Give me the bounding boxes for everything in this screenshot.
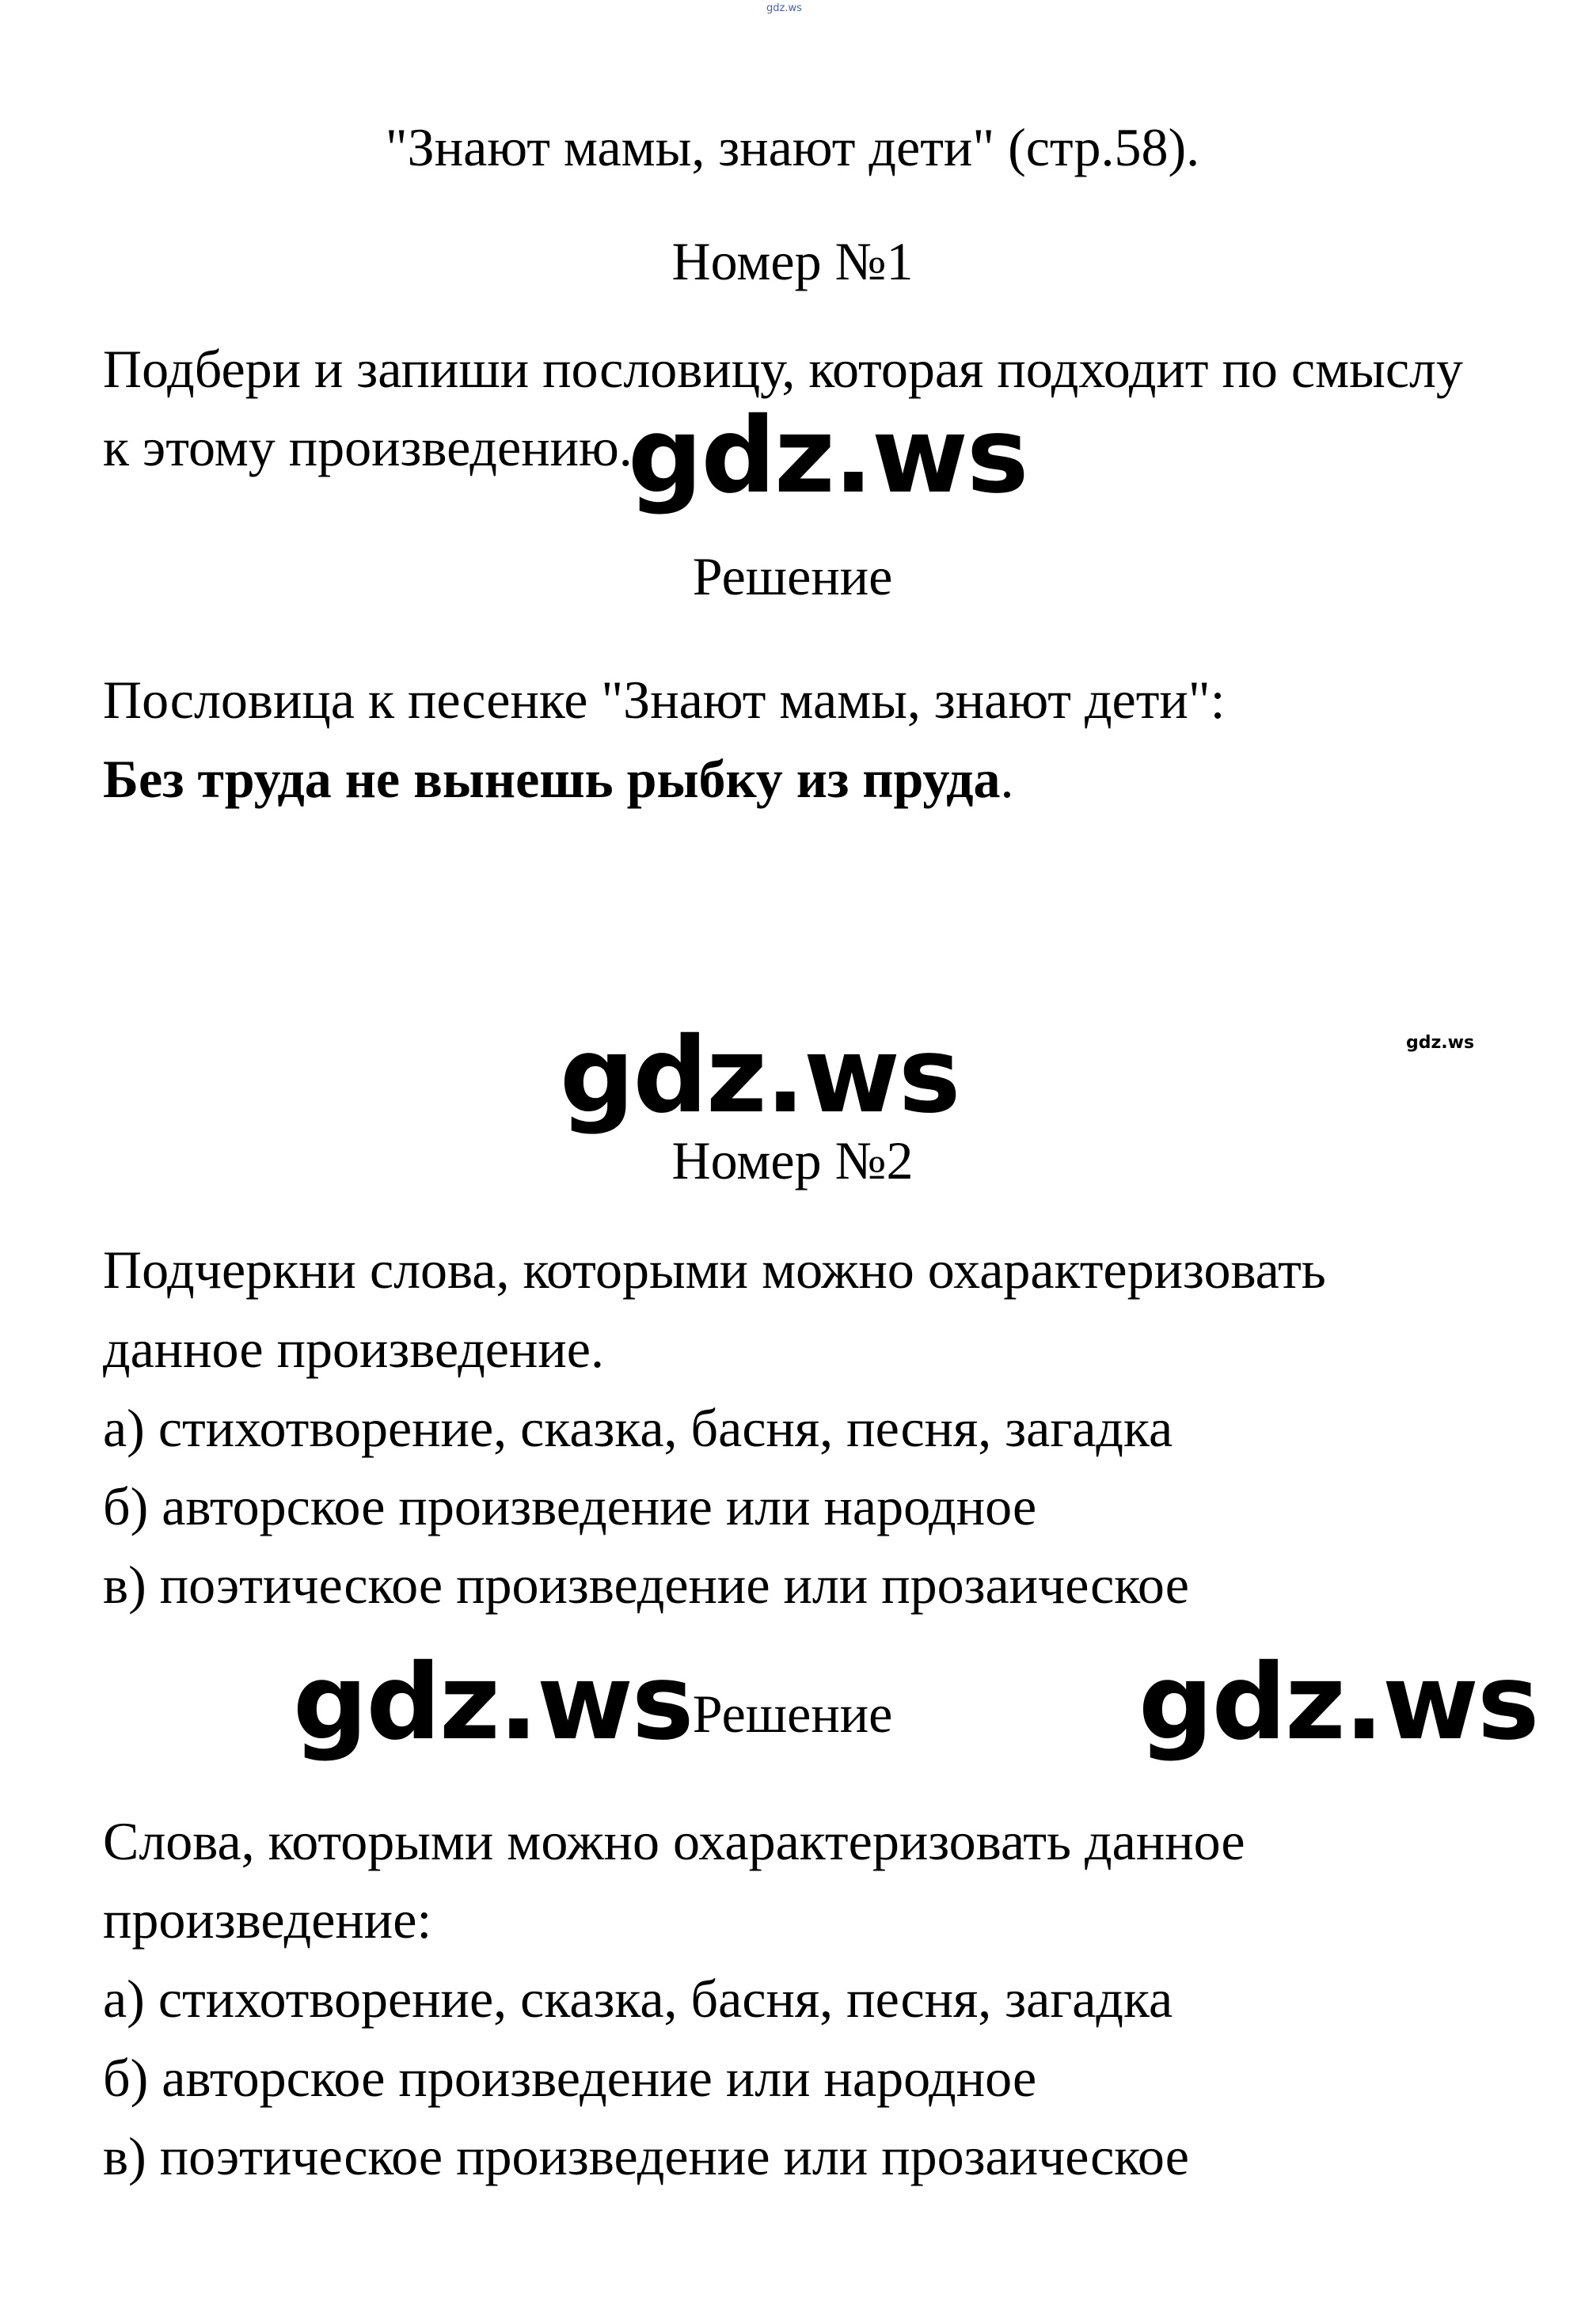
task1-answer xyxy=(103,749,1014,809)
task2-option-a: а) стихотворение, сказка, басня, песня, загадка xyxy=(103,1398,1173,1458)
watermark-small: gdz.ws xyxy=(1406,1033,1475,1053)
task1-answer-proverb: Без труда не вынешь рыбку из пруда xyxy=(103,749,1001,809)
watermark-4: gdz.ws xyxy=(1138,1642,1538,1764)
watermark-1: gdz.ws xyxy=(628,395,1028,517)
task1-question-line-1: Подбери и запиши пословицу, которая подходит по смыслу xyxy=(103,339,1463,399)
task2-question-line-2: данное произведение. xyxy=(103,1319,604,1379)
task2-solution-label: Решение xyxy=(692,1684,893,1744)
task2-answer-option-c: в) поэтическое произведение или прозаическое xyxy=(103,2126,1189,2186)
task2-heading: Номер №2 xyxy=(671,1130,914,1190)
task1-question-line-2: к этому произведению. xyxy=(103,417,633,477)
page-title: "Знают мамы, знают дети" (стр.58). xyxy=(385,117,1200,177)
task1-answer-period: . xyxy=(1000,749,1014,809)
watermark-3: gdz.ws xyxy=(293,1642,693,1764)
task1-heading: Номер №1 xyxy=(671,231,914,291)
task2-answer-line-1: Слова, которыми можно охарактеризовать данное xyxy=(103,1811,1245,1871)
task1-solution-label: Решение xyxy=(692,546,893,606)
task2-option-c: в) поэтическое произведение или прозаическое xyxy=(103,1555,1189,1615)
task2-answer-line-2: произведение: xyxy=(103,1889,432,1950)
task1-answer-intro: Пословица к песенке "Знают мамы, знают дети": xyxy=(103,670,1226,730)
task2-option-b: б) авторское произведение или народное xyxy=(103,1476,1037,1536)
task2-answer-option-b: б) авторское произведение или народное xyxy=(103,2048,1037,2108)
task2-answer-option-a: а) стихотворение, сказка, басня, песня, загадка xyxy=(103,1969,1173,2029)
header-watermark: gdz.ws xyxy=(766,2,802,14)
task2-question-line-1: Подчеркни слова, которыми можно охарактеризовать xyxy=(103,1240,1326,1300)
watermark-2: gdz.ws xyxy=(560,1015,960,1137)
